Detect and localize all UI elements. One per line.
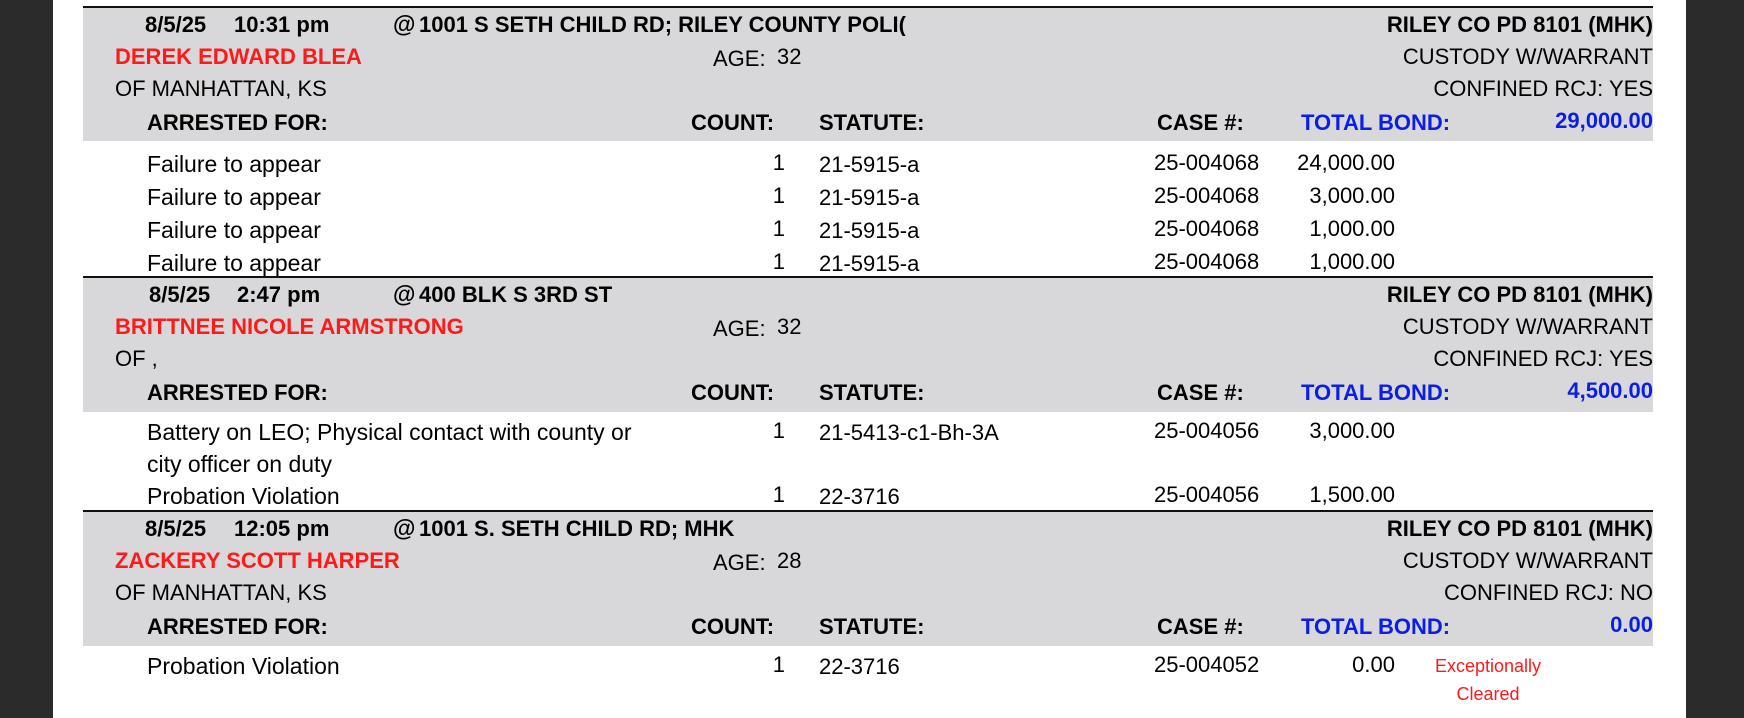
- charge-case: 25-004068: [1154, 150, 1260, 175]
- total-bond-value: 0.00: [1610, 612, 1653, 637]
- arrest-date: 8/5/25: [149, 282, 211, 307]
- charge-count: 1: [772, 150, 785, 175]
- charge-bond: 3,000.00: [1309, 418, 1395, 443]
- total-bond-value: 4,500.00: [1567, 378, 1653, 403]
- charge-statute: 22-3716: [819, 654, 900, 679]
- confined-status: CONFINED RCJ: YES: [1433, 346, 1653, 371]
- residence: OF ,: [115, 346, 158, 371]
- age-value: 28: [777, 548, 802, 573]
- arrest-location: 1001 S. SETH CHILD RD; MHK: [419, 516, 735, 541]
- age-label: AGE:: [713, 550, 766, 575]
- charge-description: Failure to appear: [147, 184, 321, 210]
- charge-description: Battery on LEO; Physical contact with county or city officer on duty: [147, 419, 632, 477]
- custody-status: CUSTODY W/WARRANT: [1402, 314, 1653, 339]
- arrestee-name: ZACKERY SCOTT HARPER: [115, 548, 400, 573]
- total-bond-header: TOTAL BOND:: [1301, 614, 1451, 639]
- charge-case: 25-004068: [1154, 183, 1260, 208]
- charge-statute: 21-5915-a: [819, 251, 920, 276]
- residence: OF MANHATTAN, KS: [115, 580, 327, 605]
- age-value: 32: [777, 44, 802, 69]
- at-symbol: @: [393, 11, 416, 37]
- charge-count: 1: [772, 249, 785, 274]
- charge-bond: 1,000.00: [1309, 216, 1395, 241]
- arrest-date: 8/5/25: [145, 12, 207, 37]
- charge-case: 25-004068: [1154, 216, 1260, 241]
- age-label: AGE:: [713, 316, 766, 341]
- residence: OF MANHATTAN, KS: [115, 76, 327, 101]
- total-bond-header: TOTAL BOND:: [1301, 110, 1451, 135]
- charge-case: 25-004052: [1154, 652, 1260, 677]
- charge-statute: 21-5915-a: [819, 185, 920, 210]
- agency: RILEY CO PD 8101 (MHK): [1386, 12, 1653, 37]
- confined-status: CONFINED RCJ: YES: [1433, 76, 1653, 101]
- charge-statute: 21-5915-a: [819, 152, 920, 177]
- charge-description: Failure to appear: [147, 151, 321, 177]
- statute-header: STATUTE:: [819, 614, 925, 639]
- case-header: CASE #:: [1157, 110, 1244, 135]
- arrest-location: 1001 S SETH CHILD RD; RILEY COUNTY POLI(: [419, 14, 906, 36]
- count-header: COUNT:: [691, 110, 775, 135]
- total-bond-value: 29,000.00: [1555, 108, 1653, 133]
- entry-header: [83, 510, 1653, 646]
- count-header: COUNT:: [691, 380, 775, 405]
- charge-case: 25-004068: [1154, 249, 1260, 274]
- arrest-log: [83, 0, 1653, 718]
- case-header: CASE #:: [1157, 380, 1244, 405]
- custody-status: CUSTODY W/WARRANT: [1402, 548, 1653, 573]
- charge-case: 25-004056: [1154, 418, 1260, 443]
- charge-description: Failure to appear: [147, 250, 321, 276]
- arrest-date: 8/5/25: [145, 516, 207, 541]
- charge-count: 1: [772, 418, 785, 443]
- case-disposition-note: Exceptionally Cleared: [1434, 656, 1542, 704]
- arrestee-name: DEREK EDWARD BLEA: [115, 44, 362, 69]
- arrest-time: 12:05 pm: [234, 516, 330, 541]
- age-label: AGE:: [713, 46, 766, 71]
- charge-bond: 24,000.00: [1297, 150, 1395, 175]
- document-page: [53, 0, 1686, 718]
- charge-bond: 3,000.00: [1309, 183, 1395, 208]
- case-header: CASE #:: [1157, 614, 1244, 639]
- charge-description: Failure to appear: [147, 217, 321, 243]
- arrested-for-header: ARRESTED FOR:: [147, 380, 328, 405]
- charge-count: 1: [772, 652, 785, 677]
- charge-statute: 22-3716: [819, 484, 900, 509]
- arrest-time: 10:31 pm: [234, 12, 330, 37]
- charge-statute: 21-5413-c1-Bh-3A: [819, 420, 999, 445]
- charge-count: 1: [772, 482, 785, 507]
- at-symbol: @: [393, 515, 416, 541]
- arrested-for-header: ARRESTED FOR:: [147, 110, 328, 135]
- charge-statute: 21-5915-a: [819, 218, 920, 243]
- arrest-time: 2:47 pm: [237, 282, 321, 307]
- statute-header: STATUTE:: [819, 380, 925, 405]
- arrest-location: 400 BLK S 3RD ST: [419, 282, 613, 307]
- charge-description: Probation Violation: [147, 483, 340, 509]
- charge-count: 1: [772, 183, 785, 208]
- agency: RILEY CO PD 8101 (MHK): [1386, 282, 1653, 307]
- confined-status: CONFINED RCJ: NO: [1444, 580, 1653, 605]
- custody-status: CUSTODY W/WARRANT: [1402, 44, 1653, 69]
- entry-header: [83, 6, 1653, 141]
- arrested-for-header: ARRESTED FOR:: [147, 614, 328, 639]
- statute-header: STATUTE:: [819, 110, 925, 135]
- total-bond-header: TOTAL BOND:: [1301, 380, 1451, 405]
- charge-bond: 1,000.00: [1309, 249, 1395, 274]
- charge-count: 1: [772, 216, 785, 241]
- charge-bond: 1,500.00: [1309, 482, 1395, 507]
- charge-case: 25-004056: [1154, 482, 1260, 507]
- agency: RILEY CO PD 8101 (MHK): [1386, 516, 1653, 541]
- age-value: 32: [777, 314, 802, 339]
- charge-bond: 0.00: [1352, 652, 1395, 677]
- at-symbol: @: [393, 281, 416, 307]
- charge-description: Probation Violation: [147, 653, 340, 679]
- entry-header: [83, 276, 1653, 412]
- arrestee-name: BRITTNEE NICOLE ARMSTRONG: [115, 314, 464, 339]
- count-header: COUNT:: [691, 614, 775, 639]
